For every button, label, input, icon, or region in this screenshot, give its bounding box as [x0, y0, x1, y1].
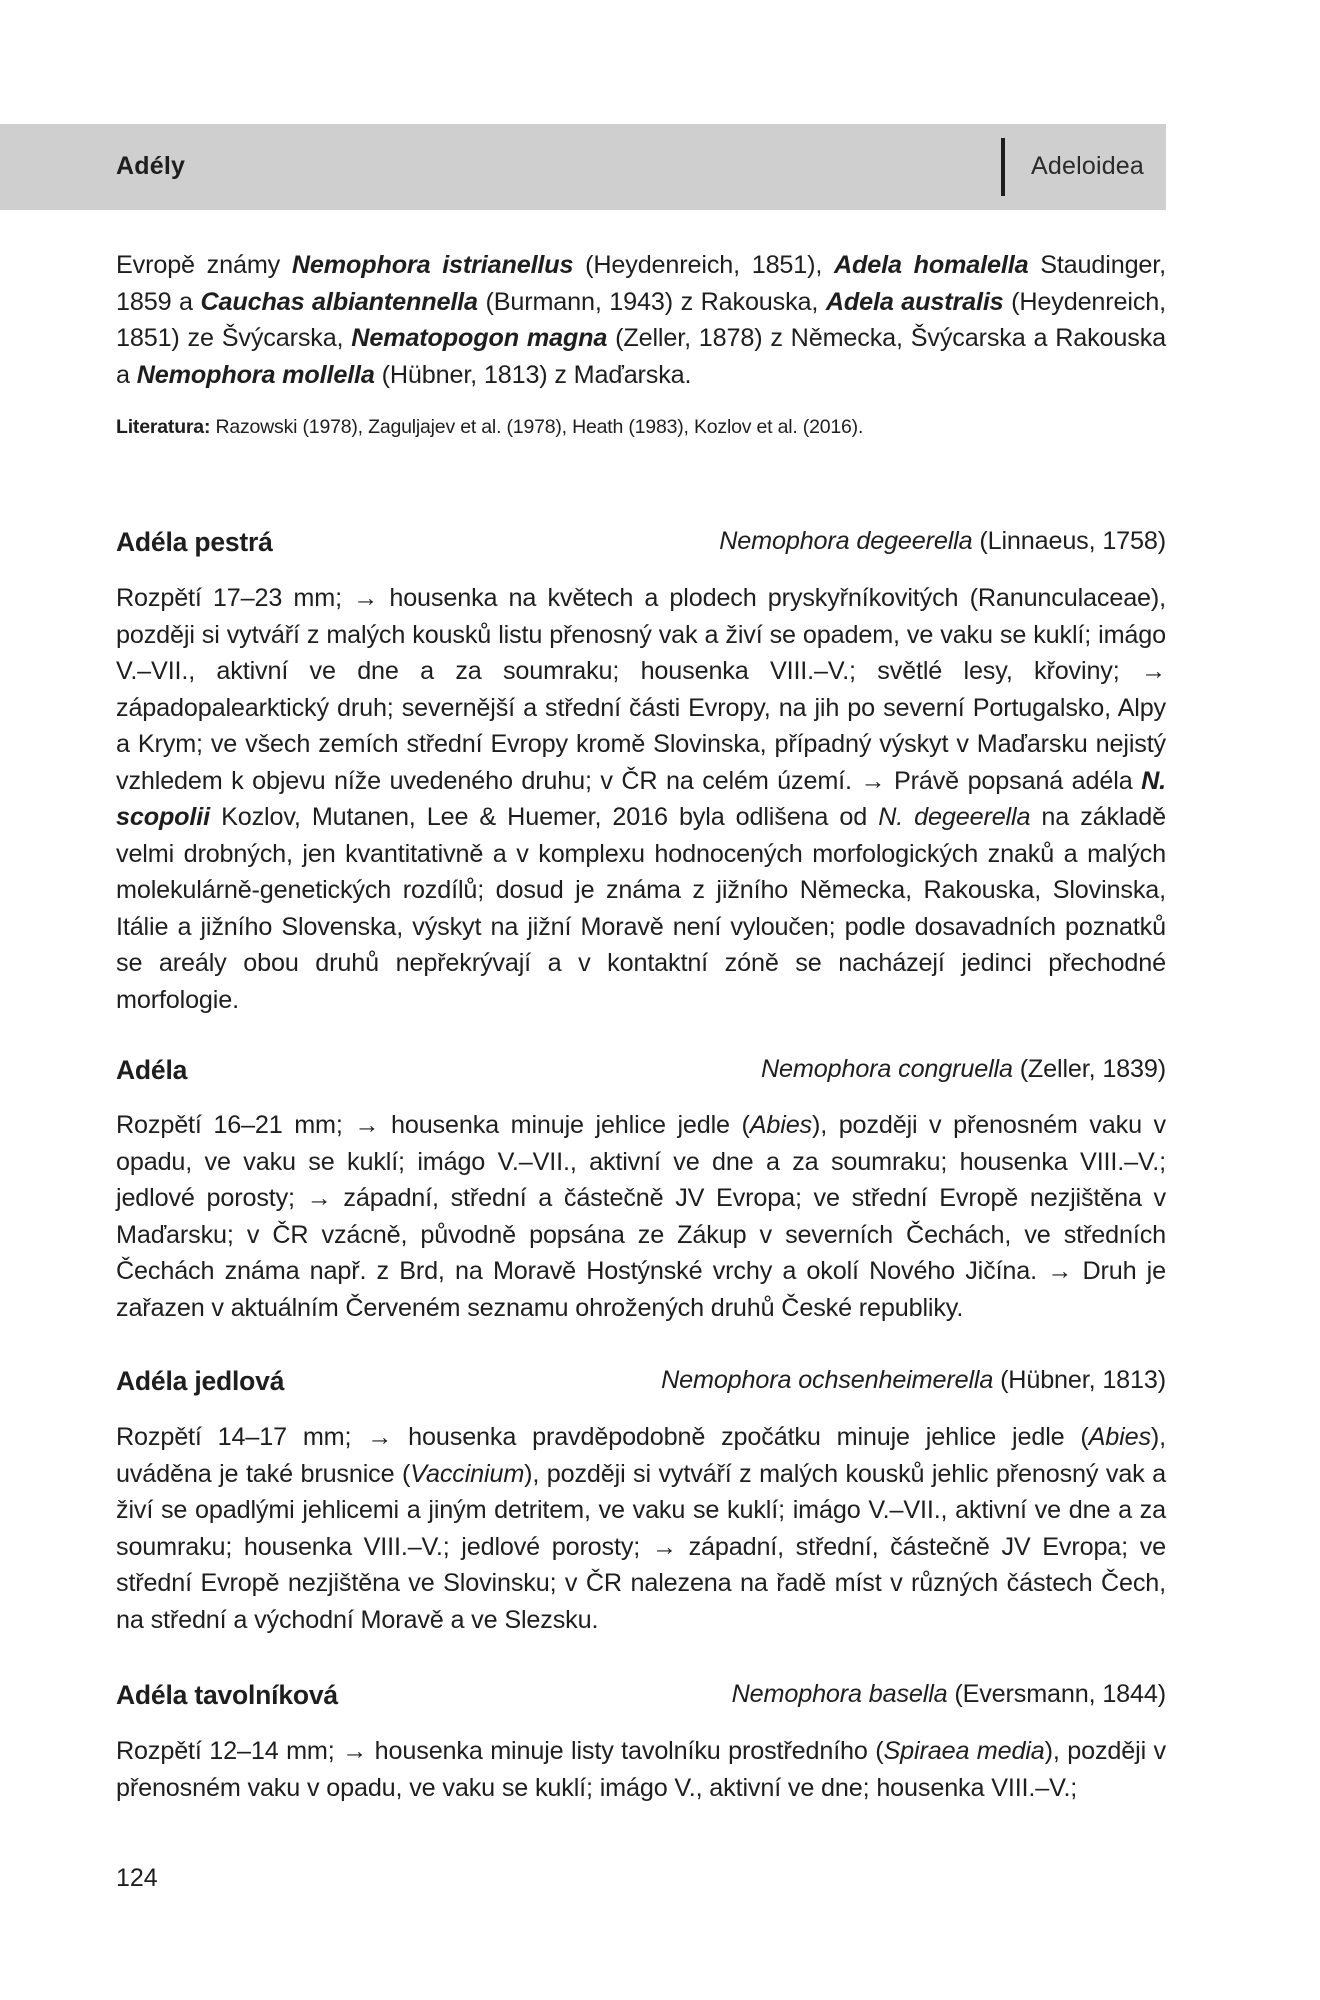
see-arrow-icon: →	[367, 1423, 393, 1451]
species-heading	[116, 1055, 1166, 1089]
species-ref: Cauchas albiantennella	[200, 287, 478, 316]
species-common-name: Adéla pestrá	[116, 527, 273, 557]
see-arrow-icon: →	[1047, 1257, 1073, 1285]
species-common-name: Adéla jedlová	[116, 1366, 285, 1396]
header-divider	[1001, 138, 1005, 196]
species-text: Rozpětí 16–21 mm; → housenka minuje jehlice jedle (Abies), později v přenosném vaku v opadu, ve vaku se kuklí; imágo V.–VII., aktivní ve dne a za soumraku; housenka VIII.–V.; jedlové porosty; → západní, střední a částečně JV Evropa; ve střední Evropě nezjištěna v Maďarsku; v ČR vzácně, původně popsána ze Zákup v severních Čechách, ve středních Čechách známa např. z Brd, na Moravě Hostýnské vrchy a okolí Nového Jičína. → Druh je zařazen v aktuálním Červeném seznamu ohrožených druhů České republiky.	[116, 1107, 1166, 1326]
species-common-name: Adéla tavolníková	[116, 1680, 338, 1710]
species-ref: Adela homalella	[834, 251, 1029, 279]
species-text: Rozpětí 12–14 mm; → housenka minuje listy tavolníku prostředního (Spiraea media), později v přenosném vaku v opadu, ve vaku se kuklí; imágo V., aktivní ve dne; housenka VIII.–V.;	[116, 1733, 1166, 1806]
header-superfamily-title: Adeloidea	[1031, 152, 1145, 180]
see-arrow-icon: →	[353, 584, 379, 612]
species-heading	[116, 1366, 1166, 1400]
header-family-title: Adély	[116, 152, 186, 180]
see-arrow-icon: →	[860, 766, 886, 795]
see-arrow-icon: →	[342, 1737, 368, 1765]
species-description	[116, 580, 1166, 1018]
page-number: 124	[116, 1864, 158, 1892]
literature-label: Literatura:	[116, 416, 211, 438]
intro-paragraph: Evropě známy Nemophora istrianellus (Heydenreich, 1851), Adela homalella Staudinger, 1859 a Cauchas albiantennella (Burmann, 1943) z Rakouska, Adela australis (Heydenreich, 1851) ze Švýcarska, Nematopogon magna (Zeller, 1878) z Německa, Švýcarska a Rakouska a Nemophora mollella (Hübner, 1813) z Maďarska.	[116, 251, 1166, 389]
see-arrow-icon: →	[1140, 657, 1166, 685]
species-ref: Adela australis	[825, 287, 1004, 316]
intro-section	[116, 247, 1166, 441]
species-ref: Nemophora mollella	[136, 360, 375, 389]
species-description	[116, 1733, 1166, 1806]
species-ref: Nemophora istrianellus	[291, 251, 574, 279]
species-scientific-name: Nemophora degeerella (Linnaeus, 1758)	[719, 527, 1166, 555]
species-scientific-name: Nemophora basella (Eversmann, 1844)	[731, 1680, 1166, 1708]
species-scientific-name: Nemophora congruella (Zeller, 1839)	[761, 1055, 1166, 1083]
see-arrow-icon: →	[651, 1532, 677, 1561]
species-text: Rozpětí 17–23 mm; → housenka na květech a plodech pryskyřníkovitých (Ranunculaceae), později si vytváří z malých kousků listu přenosný vak a živí se opadem, ve vaku se kuklí; imágo V.–VII., aktivní ve dne a za soumraku; housenka VIII.–V.; světlé lesy, křoviny; → západopalearktický druh; severnější a střední části Evropy, na jih po severní Portugalsko, Alpy a Krym; ve všech zemích střední Evropy kromě Slovinska, případný výskyt v Maďarsku nejistý vzhledem k objevu níže uvedeného druhu; v ČR na celém území. → Právě popsaná adéla N. scopolii Kozlov, Mutanen, Lee & Huemer, 2016 byla odlišena od N. degeerella na základě velmi drobných, jen kvantitativně a v komplexu hodnocených morfologických znaků a malých molekulárně-genetických rozdílů; dosud je známa z jižního Německa, Rakouska, Slovinska, Itálie a jižního Slovenska, výskyt na jižní Moravě není vyloučen; podle dosavadních poznatků se areály obou druhů nepřekrývají a v kontaktní zóně se nacházejí jedinci přechodné morfologie.	[116, 580, 1166, 1018]
species-scientific-name: Nemophora ochsenheimerella (Hübner, 1813)	[661, 1366, 1166, 1394]
species-description	[116, 1419, 1166, 1638]
species-heading	[116, 1680, 1166, 1714]
species-text: Rozpětí 14–17 mm; → housenka pravděpodobně zpočátku minuje jehlice jedle (Abies), uváděna je také brusnice (Vaccinium), později si vytváří z malých kousků jehlic přenosný vak a živí se opadlými jehlicemi a jiným detritem, ve vaku se kuklí; imágo V.–VII., aktivní ve dne a za soumraku; housenka VIII.–V.; jedlové porosty; → západní, střední, částečně JV Evropa; ve střední Evropě nezjištěna ve Slovinsku; v ČR nalezena na řadě míst v různých částech Čech, na střední a východní Moravě a ve Slezsku.	[116, 1419, 1166, 1638]
see-arrow-icon: →	[354, 1111, 380, 1139]
species-common-name: Adéla	[116, 1055, 188, 1085]
species-ref: Nematopogon magna	[351, 324, 608, 352]
species-heading	[116, 527, 1166, 561]
see-arrow-icon: →	[306, 1184, 332, 1212]
species-description	[116, 1107, 1166, 1326]
literature-line: Literatura: Razowski (1978), Zaguljajev et al. (1978), Heath (1983), Kozlov et al. (2016).	[116, 416, 864, 438]
